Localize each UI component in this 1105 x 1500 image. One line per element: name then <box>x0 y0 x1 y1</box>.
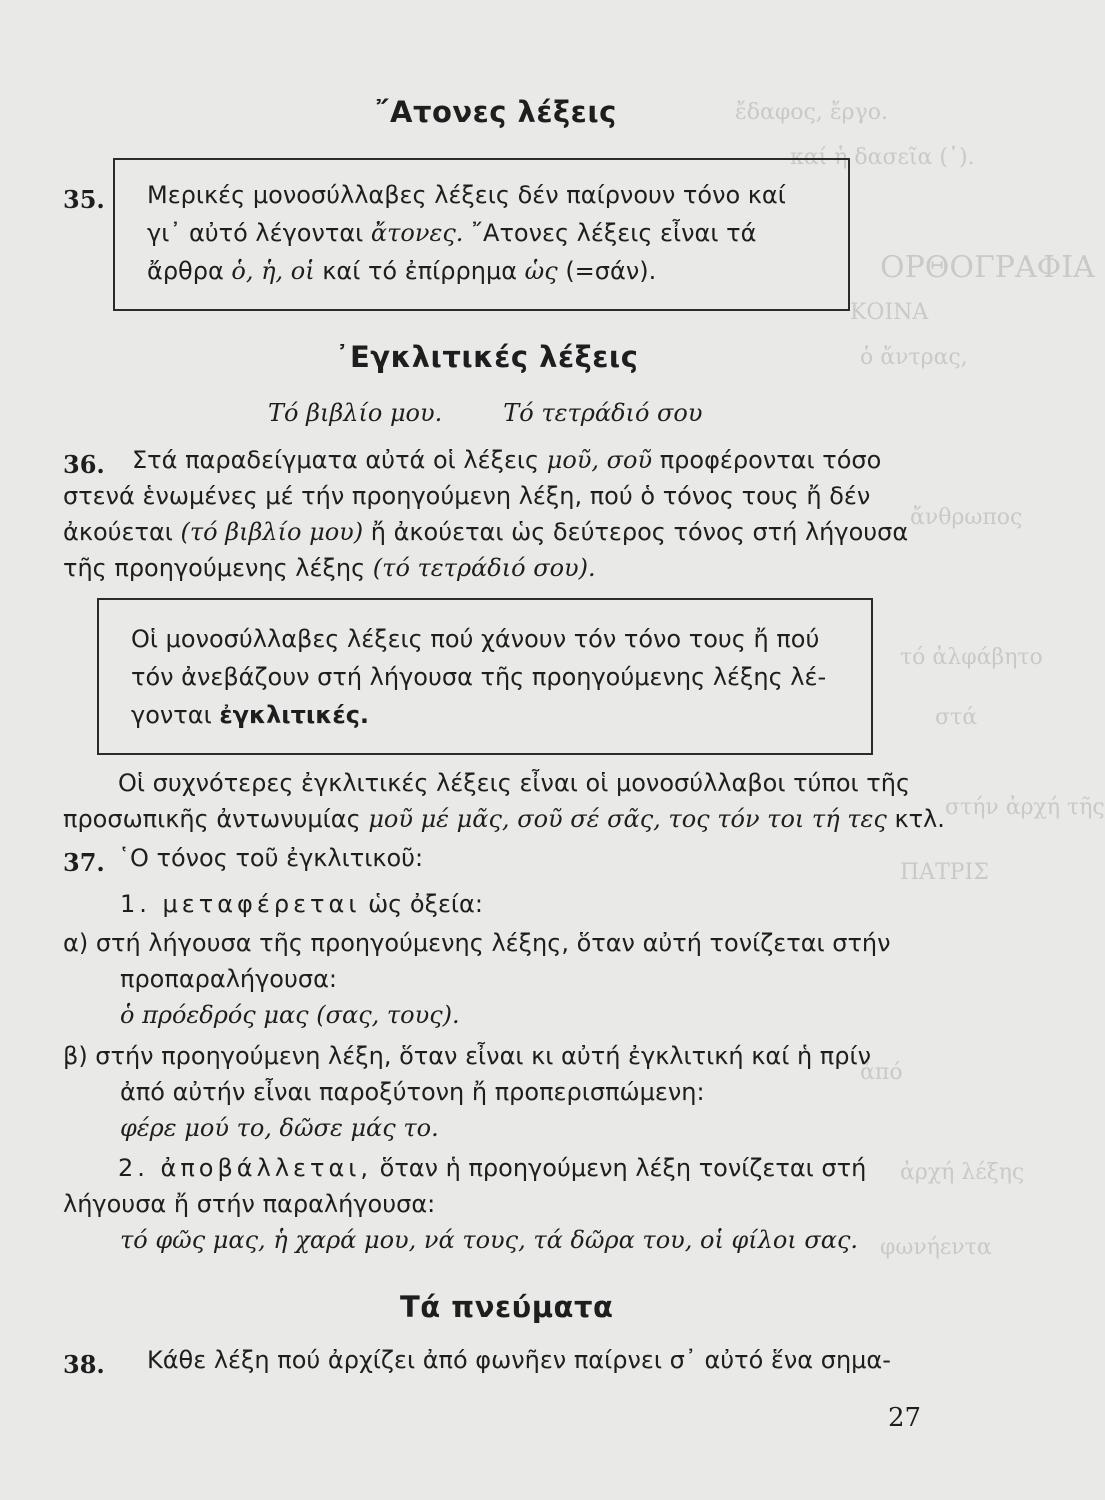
rule-a-line-1: α) στή λήγουσα τῆς προηγούμενης λέξης, ὅταν αὐτή τονίζεται στήν <box>63 929 891 957</box>
rule2-example: τό φῶς μας, ἡ χαρά μου, νά τους, τά δῶρα του, οἱ φίλοι σας. <box>120 1226 859 1254</box>
section-title-enklitikes: ᾿Εγκλιτικές λέξεις <box>335 340 639 374</box>
book-page: ἔδαφος, ἔργο. καί ἡ δασεῖα (῾). ΟΡΘΟΓΡΑΦΙΑ ΚΟΙΝΑ ὁ ἄντρας, ἄνθρωπος τό ἀλφάβητο στά στήν ἀρχή τῆς ΠΑΤΡΙΣ ἀπό ἀρχή λέξης φωνήεντα ῎Ατονες λέξεις 35. Μερικές μονοσύλλαβες λέξεις δέν παίρνουν τόνο καί γι᾽ αὐτό λέγονται ἄτονες. ῎Ατονες λέξεις εἶναι τά ἄρθρα ὁ, ἡ, οἱ καί τό ἐπίρρημα ὡς (=σάν). ᾿Εγκλιτικές λέξεις Τό βιβλίο μου. Τό τετράδιό σου 36. Στά παραδείγματα αὐτά οἱ λέξεις μοῦ, σοῦ προφέρονται τόσο στενά ἑνωμένες μέ τήν προηγούμενη λέξη, πού ὁ τόνος τους ἤ δέν ἀκούεται (τό βιβλίο μου) ἤ ἀκούεται ὡς δεύτερος τόνος στή λήγουσα τῆς προηγούμενης λέξης (τό τετράδιό σου). Οἱ μονοσύλλαβες λέξεις πού χάνουν τόν τόνο τους ἤ πού τόν ἀνεβάζουν στή λήγουσα τῆς προηγούμενης λέξης λέ- γονται ἐγκλιτικές. Οἱ συχνότερες ἐγκλιτικές λέξεις εἶναι οἱ μονοσύλλαβοι τύποι τῆς προσωπικῆς ἀντωνυμίας μοῦ μέ μᾶς, σοῦ σέ σᾶς, τος τόν τοι τή τες κτλ. 37. ῾Ο τόνος τοῦ ἐγκλιτικοῦ: 1. μεταφέρεται ὡς ὀξεία: α) στή λήγουσα τῆς προηγούμενης λέξης, ὅταν αὐτή τονίζεται στήν προπαραλήγουσα: ὁ πρόεδρός μας (σας, τους). β) στήν προηγούμενη λέξη, ὅταν εἶναι κι αὐτή ἐγκλιτική καί ἡ πρίν ἀπό αὐτήν εἶναι παροξύτονη ἤ προπερισπώμενη: φέρε μού το, δῶσε μάς το. 2. ἀποβάλλεται, ὅταν ἡ προηγούμενη λέξη τονίζεται στή λήγουσα ἤ στήν παραλήγουσα: τό φῶς μας, ἡ χαρά μου, νά τους, τά δῶρα του, οἱ φίλοι σας. Τά πνεύματα 38. Κάθε λέξη πού ἀρχίζει ἀπό φωνῆεν παίρνει σ᾽ αὐτό ἕνα σημα- 27 <box>63 95 1105 1433</box>
item-number-38: 38. <box>63 1350 105 1379</box>
rule-a-example: ὁ πρόεδρός μας (σας, τους). <box>120 1001 460 1029</box>
item37-title: ῾Ο τόνος τοῦ ἐγκλιτικοῦ: <box>118 844 424 872</box>
rule-box-enklitikes <box>97 598 873 755</box>
para36-line-3: ἀκούεται (τό βιβλίο μου) ἤ ἀκούεται ὡς δεύτερος τόνος στή λήγουσα <box>63 518 909 546</box>
rule-box-atones <box>113 158 850 311</box>
para36-line-1: Στά παραδείγματα αὐτά οἱ λέξεις μοῦ, σοῦ προφέρονται τόσο <box>132 446 882 474</box>
common-line-2: προσωπικῆς ἀντωνυμίας μοῦ μέ μᾶς, σοῦ σέ σᾶς, τος τόν τοι τή τες κτλ. <box>63 805 945 833</box>
rule-b-example: φέρε μού το, δῶσε μάς το. <box>120 1114 439 1142</box>
box-line-1: Οἱ μονοσύλλαβες λέξεις πού χάνουν τόν τόνο τους ἤ πού <box>131 625 820 653</box>
page-number: 27 <box>888 1403 922 1433</box>
section-title-pnevmata: Τά πνεύματα <box>400 1290 614 1324</box>
rule2-line: 2. ἀποβάλλεται, ὅταν ἡ προηγούμενη λέξη τονίζεται στή <box>118 1154 867 1182</box>
common-line-1: Οἱ συχνότερες ἐγκλιτικές λέξεις εἶναι οἱ μονοσύλλαβοι τύποι τῆς <box>118 769 911 797</box>
section-title-atones: ῎Ατονες λέξεις <box>375 95 617 129</box>
rule-b-line-2: ἀπό αὐτήν εἶναι παροξύτονη ἤ προπερισπώμενη: <box>120 1078 705 1106</box>
item-number-36: 36. <box>63 450 105 479</box>
rule1-line: 1. μεταφέρεται ὡς ὀξεία: <box>120 890 483 918</box>
examples-line: Τό βιβλίο μου. Τό τετράδιό σου <box>268 399 703 427</box>
para36-line-4: τῆς προηγούμενης λέξης (τό τετράδιό σου). <box>63 554 596 582</box>
box-line-2: τόν ἀνεβάζουν στή λήγουσα τῆς προηγούμενης λέξης λέ- <box>131 663 827 691</box>
item-number-35: 35. <box>63 185 105 214</box>
rule-line-1: Μερικές μονοσύλλαβες λέξεις δέν παίρνουν τόνο καί <box>147 181 786 209</box>
rule2-line-2: λήγουσα ἤ στήν παραλήγουσα: <box>63 1190 436 1218</box>
rule-a-line-2: προπαραλήγουσα: <box>120 965 337 993</box>
para36-line-2: στενά ἑνωμένες μέ τήν προηγούμενη λέξη, πού ὁ τόνος τους ἤ δέν <box>63 482 871 510</box>
rule-b-line-1: β) στήν προηγούμενη λέξη, ὅταν εἶναι κι αὐτή ἐγκλιτική καί ἡ πρίν <box>63 1042 871 1070</box>
item38-text: Κάθε λέξη πού ἀρχίζει ἀπό φωνῆεν παίρνει σ᾽ αὐτό ἕνα σημα- <box>147 1346 891 1374</box>
rule-line-2: γι᾽ αὐτό λέγονται ἄτονες. ῎Ατονες λέξεις εἶναι τά <box>147 219 757 247</box>
item-number-37: 37. <box>63 848 105 877</box>
rule-line-3: ἄρθρα ὁ, ἡ, οἱ καί τό ἐπίρρημα ὡς (=σάν). <box>147 257 657 285</box>
box-line-3: γονται ἐγκλιτικές. <box>131 701 370 729</box>
